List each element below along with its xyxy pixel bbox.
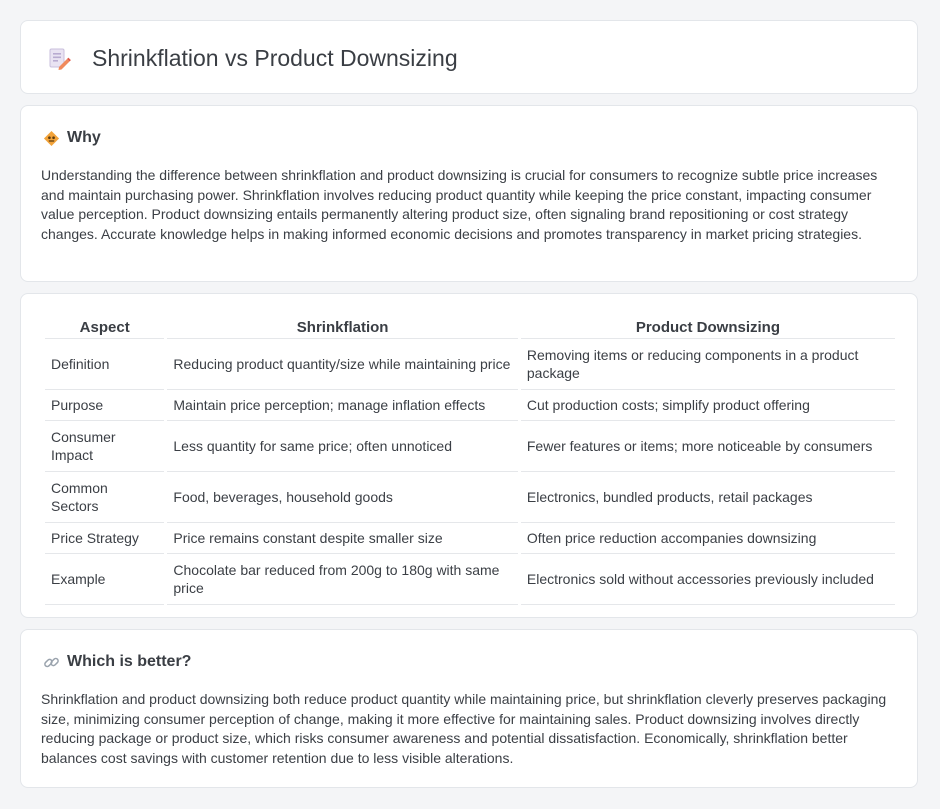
table-cell: Food, beverages, household goods — [167, 472, 517, 523]
table-cell: Removing items or reducing components in a product package — [521, 339, 895, 390]
table-cell: Consumer Impact — [45, 421, 164, 472]
comparison-section — [20, 293, 918, 618]
document-edit-icon — [47, 47, 71, 71]
table-cell: Common Sectors — [45, 472, 164, 523]
better-header — [43, 652, 191, 672]
why-section — [20, 105, 918, 282]
header-shrinkflation: Shrinkflation — [167, 316, 517, 339]
table-row — [45, 339, 895, 390]
table-cell: Purpose — [45, 390, 164, 421]
comparison-table — [42, 316, 898, 605]
diamond-warning-icon — [43, 130, 60, 147]
table-cell: Electronics, bundled products, retail packages — [521, 472, 895, 523]
table-cell: Chocolate bar reduced from 200g to 180g with same price — [167, 554, 517, 605]
why-header — [43, 128, 101, 148]
page-title: Shrinkflation vs Product Downsizing — [92, 45, 458, 71]
table-cell: Electronics sold without accessories previously included — [521, 554, 895, 605]
table-cell: Less quantity for same price; often unnoticed — [167, 421, 517, 472]
table-row — [45, 523, 895, 554]
which-is-better-section — [20, 629, 918, 788]
table-cell: Cut production costs; simplify product offering — [521, 390, 895, 421]
why-text: Understanding the difference between shrinkflation and product downsizing is crucial for consumers to recognize subtle price increases and maintain purchasing power. Shrinkflation involves reducing product quantity while keeping the price constant, impacting consumer value perception. Product downsizing entails permanently altering product size, often signaling brand repositioning or cost strategy changes. Accurate knowledge helps in making informed economic decisions and promotes transparency in market pricing strategies. — [41, 167, 878, 242]
table-cell: Often price reduction accompanies downsizing — [521, 523, 895, 554]
header-card — [20, 20, 918, 94]
table-header-row — [45, 316, 895, 339]
table-cell: Price remains constant despite smaller size — [167, 523, 517, 554]
table-cell: Fewer features or items; more noticeable by consumers — [521, 421, 895, 472]
better-text: Shrinkflation and product downsizing both reduce product quantity while maintaining price, but shrinkflation cleverly preserves packaging size, minimizing consumer perception of change, making it more effective for maintaining sales. Product downsizing involves directly reducing package or product size, which risks consumer awareness and potential dissatisfaction. Economically, shrinkflation better balances cost savings with customer retention due to less visible alterations. — [41, 691, 887, 766]
header-aspect: Aspect — [45, 316, 164, 339]
table-row — [45, 554, 895, 605]
table-cell: Maintain price perception; manage inflation effects — [167, 390, 517, 421]
table-cell: Example — [45, 554, 164, 605]
table-row — [45, 421, 895, 472]
table-cell: Price Strategy — [45, 523, 164, 554]
header-product-downsizing: Product Downsizing — [521, 316, 895, 339]
better-title: Which is better? — [67, 653, 192, 670]
why-title: Why — [67, 129, 101, 146]
table-cell: Definition — [45, 339, 164, 390]
table-row — [45, 390, 895, 421]
link-icon — [43, 654, 60, 671]
table-cell: Reducing product quantity/size while maintaining price — [167, 339, 517, 390]
table-row — [45, 472, 895, 523]
